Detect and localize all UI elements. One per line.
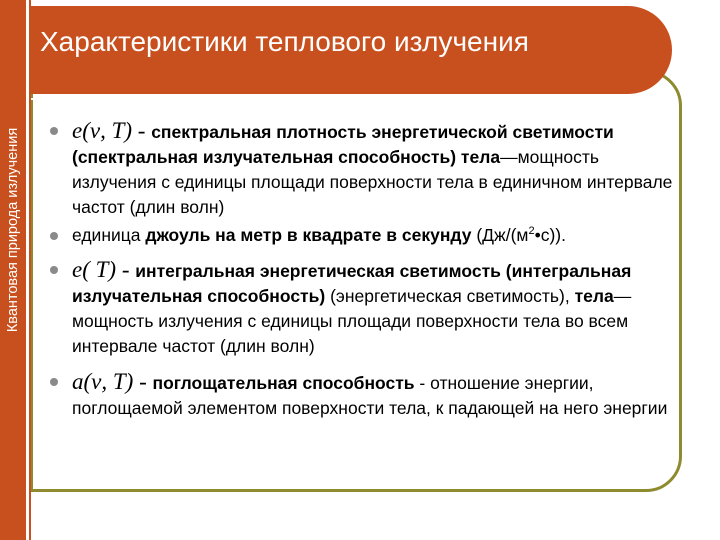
side-label: Квантовая природа излучения xyxy=(5,127,21,333)
term-bold: поглощательная способность xyxy=(152,373,415,393)
side-label-container xyxy=(0,0,26,540)
term-description: —мощность излучения с единицы площади поверхности тела в единичном интервале частот (длин волн) xyxy=(72,147,673,217)
term-bold: интегральная энергетическая светимость (интегральная излучательная способность) xyxy=(72,261,632,306)
slide-title: Характеристики теплового излучения xyxy=(40,26,529,57)
term-description: —мощность излучения с единицы площади поверхности тела во всем интервале частот (длин волн) xyxy=(72,286,632,356)
term-alias: (энергетическая светимость), xyxy=(325,286,575,306)
term-bold-2: тела xyxy=(574,286,614,306)
formula-symbol: a(ν, T) xyxy=(72,369,134,394)
bullet-icon xyxy=(50,266,58,274)
dash: - xyxy=(133,369,153,394)
unit-open: (Дж/(м xyxy=(471,225,529,245)
bullet-icon xyxy=(50,232,58,240)
unit-sup: 2 xyxy=(528,225,535,238)
title-underline xyxy=(31,98,641,100)
list-item xyxy=(50,369,680,421)
formula-symbol: e( T) xyxy=(72,257,117,282)
bullet-list xyxy=(50,118,680,421)
list-item xyxy=(50,223,680,248)
dash: - xyxy=(116,257,136,282)
unit-prefix: единица xyxy=(72,225,146,245)
list-item xyxy=(50,257,680,359)
term-description: - отношение энергии, поглощаемой элементом поверхности тела, к падающей на него энергии xyxy=(72,373,668,418)
formula-symbol: e(ν, T) xyxy=(72,118,133,143)
term-bold: спектральная плотность энергетической светимости (спектральная излучательная способность) тела xyxy=(72,122,614,167)
list-item xyxy=(50,118,680,220)
unit-name: джоуль на метр в квадрате в секунду xyxy=(145,225,472,245)
unit-close: •с)). xyxy=(534,225,566,245)
bullet-icon xyxy=(50,127,58,135)
bullet-icon xyxy=(50,378,58,386)
dash: - xyxy=(132,118,152,143)
